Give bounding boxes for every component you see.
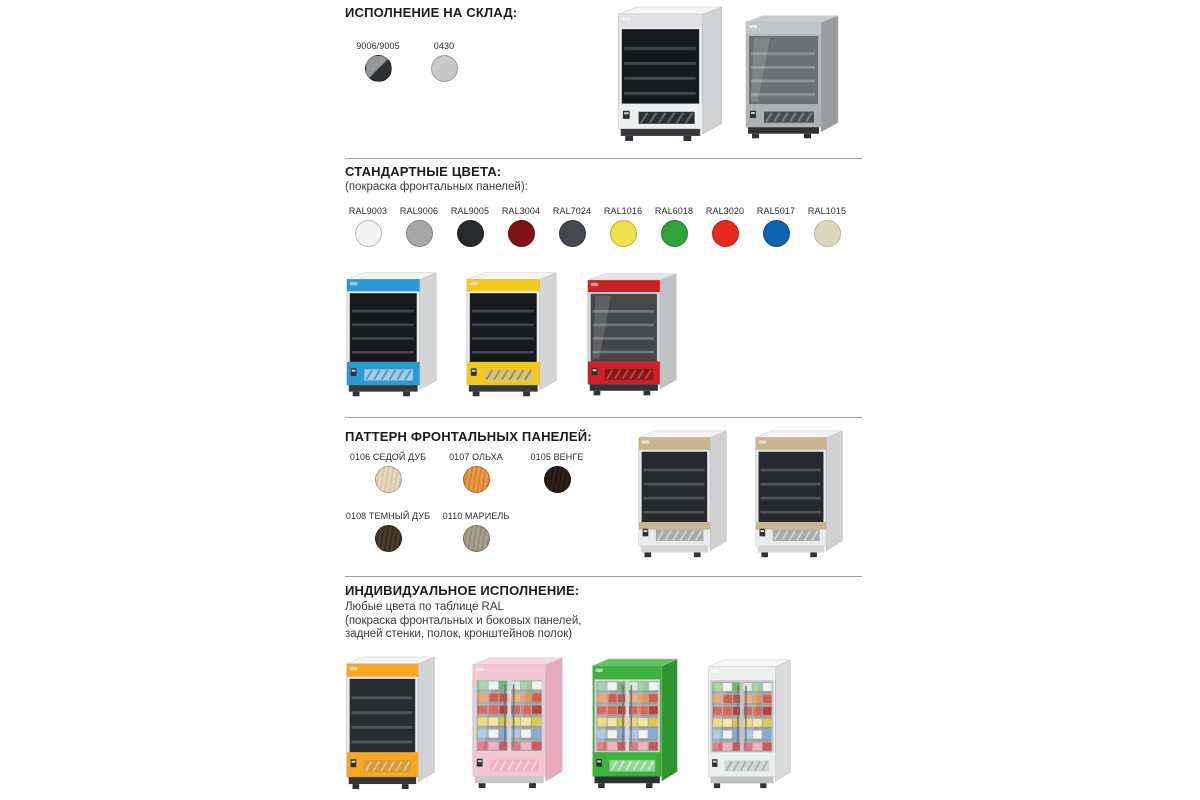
showcase-custom-green [589,656,681,792]
swatch-label: 9006/9005 [356,41,400,51]
swatch-color-circle [375,525,402,552]
section-divider [345,158,862,159]
custom-description [345,601,582,642]
swatch-label: 0105 ВЕНГЕ [530,452,584,462]
color-swatch-0430 [389,41,499,82]
showcase-custom-white [705,657,794,792]
swatch-color-circle [814,220,841,247]
showcase-ral-yellow [463,270,560,400]
swatch-label: RAL9003 [348,206,388,216]
custom-description-line: Любые цвета по таблице RAL [345,601,504,613]
showcase-stock-black-white [614,4,726,145]
section-divider [345,576,862,577]
swatch-label: RAL9006 [399,206,439,216]
swatch-label: RAL3020 [705,206,745,216]
showcase-wood-right [752,428,846,561]
swatch-label: RAL3004 [501,206,541,216]
swatch-color-circle [463,466,490,493]
showcase-custom-orange [343,654,438,793]
swatch-label: RAL7024 [552,206,592,216]
swatch-label: RAL6018 [654,206,694,216]
swatch-color-circle [431,55,458,82]
section-title-standard-colors: СТАНДАРТНЫЕ ЦВЕТА: [345,164,502,179]
swatch-color-circle [375,466,402,493]
swatch-label: RAL1015 [807,206,847,216]
custom-description-line: (покраска фронтальных и боковых панелей, [345,614,582,627]
showcase-wood-left [635,428,730,561]
section-title-stock: ИСПОЛНЕНИЕ НА СКЛАД: [345,5,518,20]
swatch-label: 0108 ТЕМНЫЙ ДУБ [345,511,431,521]
swatch-color-circle [544,466,571,493]
swatch-label: RAL5017 [756,206,796,216]
showcase-ral-red [584,271,680,399]
showcase-custom-pink [469,655,566,792]
custom-description-line: задней стенки, полок, кронштейнов полок) [345,628,573,640]
swatch-label: RAL1016 [603,206,643,216]
section-divider [345,417,862,418]
swatch-label: 0110 МАРИЕЛЬ [442,511,510,521]
color-swatch-0110-МАРИЕЛЬ [421,511,531,552]
color-swatch-0105-ВЕНГЕ [502,452,612,493]
swatch-color-circle [463,525,490,552]
swatch-label: 0107 ОЛЬХА [449,452,503,462]
showcase-stock-gray [742,13,842,142]
color-swatch-RAL1015 [772,206,882,247]
section-title-pattern: ПАТТЕРН ФРОНТАЛЬНЫХ ПАНЕЛЕЙ: [345,429,592,444]
swatch-label: RAL9005 [450,206,490,216]
swatch-label: 0106 СЕДОЙ ДУБ [349,452,427,462]
section-title-custom: ИНДИВИДУАЛЬНОЕ ИСПОЛНЕНИЕ: [345,583,580,598]
swatch-label: 0430 [433,41,455,51]
swatch-color-circle [365,55,392,82]
section-subtitle-standard-colors: (покраска фронтальных панелей): [345,181,528,193]
showcase-ral-blue [343,270,440,400]
